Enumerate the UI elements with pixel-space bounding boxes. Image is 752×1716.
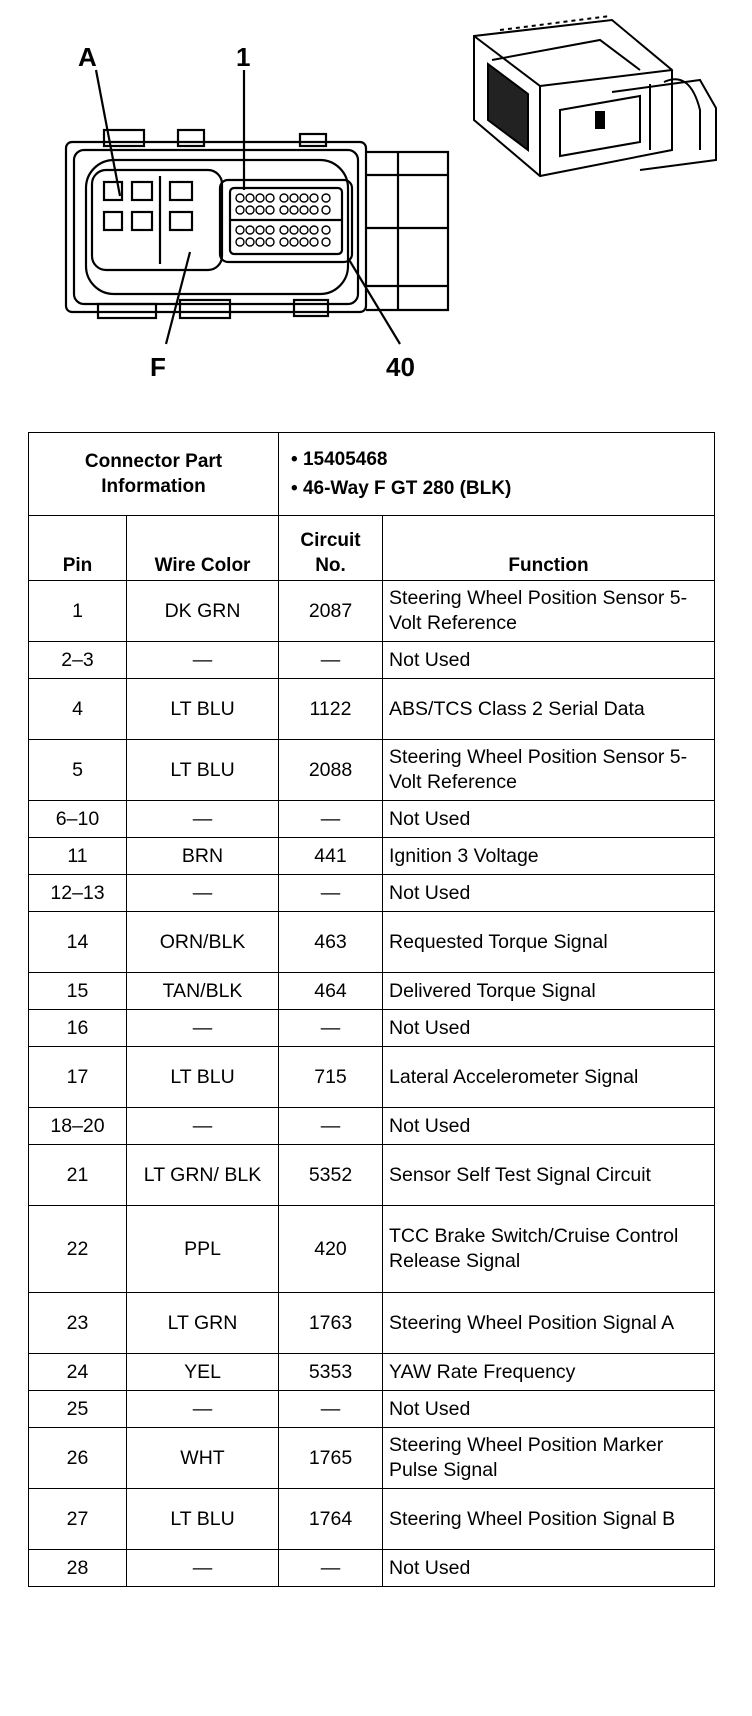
function-cell: Steering Wheel Position Sensor 5-Volt Reference [383,740,715,801]
wire-color-cell: ORN/BLK [127,912,279,973]
function-cell: Steering Wheel Position Signal B [383,1489,715,1550]
table-row [29,642,715,679]
circuit-cell: — [279,642,383,679]
pin-cell: 24 [29,1354,127,1391]
table-row [29,838,715,875]
pin-cell: 28 [29,1550,127,1587]
function-cell: Not Used [383,1010,715,1047]
column-header-wire-color: Wire Color [127,516,279,581]
wire-color-cell: — [127,801,279,838]
circuit-cell: 463 [279,912,383,973]
connector-info-row [29,433,715,516]
pin-cell: 14 [29,912,127,973]
wire-color-cell: LT GRN [127,1293,279,1354]
pin-cell: 12–13 [29,875,127,912]
circuit-cell: — [279,1108,383,1145]
pin-cell: 17 [29,1047,127,1108]
wire-color-cell: LT BLU [127,1047,279,1108]
function-cell: TCC Brake Switch/Cruise Control Release Signal [383,1206,715,1293]
function-cell: Delivered Torque Signal [383,973,715,1010]
circuit-cell: — [279,875,383,912]
connector-part-info-values [279,433,715,516]
circuit-cell: 715 [279,1047,383,1108]
circuit-cell: 2087 [279,581,383,642]
wire-color-cell: — [127,875,279,912]
wire-color-cell: — [127,1108,279,1145]
pin-cell: 2–3 [29,642,127,679]
label-pin-1: 1 [236,42,251,72]
function-cell: Steering Wheel Position Signal A [383,1293,715,1354]
circuit-cell: 1765 [279,1428,383,1489]
pin-cell: 15 [29,973,127,1010]
table-row [29,1293,715,1354]
table-row [29,912,715,973]
pin-cell: 4 [29,679,127,740]
pin-cell: 5 [29,740,127,801]
table-row [29,973,715,1010]
pin-cell: 1 [29,581,127,642]
table-row [29,1428,715,1489]
column-header-pin: Pin [29,516,127,581]
wire-color-cell: TAN/BLK [127,973,279,1010]
table-row [29,1047,715,1108]
wire-color-cell: LT BLU [127,740,279,801]
wire-color-cell: PPL [127,1206,279,1293]
table-row [29,1550,715,1587]
table-row [29,740,715,801]
column-header-row [29,516,715,581]
pin-cell: 16 [29,1010,127,1047]
function-cell: ABS/TCS Class 2 Serial Data [383,679,715,740]
table-row [29,1206,715,1293]
function-cell: Not Used [383,1391,715,1428]
table-row [29,581,715,642]
pin-cell: 27 [29,1489,127,1550]
circuit-cell: 464 [279,973,383,1010]
pin-cell: 21 [29,1145,127,1206]
label-a: A [78,42,97,72]
circuit-cell: — [279,1010,383,1047]
connector-perspective-view [474,16,716,176]
pin-cell: 26 [29,1428,127,1489]
function-cell: YAW Rate Frequency [383,1354,715,1391]
function-cell: Not Used [383,875,715,912]
table-row [29,1010,715,1047]
wire-color-cell: DK GRN [127,581,279,642]
wire-color-cell: — [127,1391,279,1428]
circuit-cell: — [279,801,383,838]
connector-diagram [0,0,752,400]
wire-color-cell: — [127,1010,279,1047]
column-header-circuit: Circuit No. [279,516,383,581]
pin-cell: 18–20 [29,1108,127,1145]
function-cell: Not Used [383,1108,715,1145]
function-cell: Not Used [383,801,715,838]
function-cell: Sensor Self Test Signal Circuit [383,1145,715,1206]
table-row [29,679,715,740]
function-cell: Not Used [383,642,715,679]
table-row [29,1145,715,1206]
circuit-cell: 2088 [279,740,383,801]
circuit-cell: — [279,1550,383,1587]
pin-cell: 23 [29,1293,127,1354]
circuit-cell: 441 [279,838,383,875]
wire-color-cell: YEL [127,1354,279,1391]
function-cell: Ignition 3 Voltage [383,838,715,875]
connector-part-info-label: Connector Part Information [29,433,279,516]
circuit-cell: 5353 [279,1354,383,1391]
connector-description: • 46-Way F GT 280 (BLK) [291,478,512,499]
wire-color-cell: BRN [127,838,279,875]
function-cell: Not Used [383,1550,715,1587]
label-pin-40: 40 [386,352,415,382]
circuit-cell: 420 [279,1206,383,1293]
wire-color-cell: LT GRN/ BLK [127,1145,279,1206]
function-cell: Steering Wheel Position Marker Pulse Signal [383,1428,715,1489]
part-number: • 15405468 [291,449,388,470]
table-row [29,1489,715,1550]
label-f: F [150,352,166,382]
wire-color-cell: LT BLU [127,679,279,740]
table-row [29,875,715,912]
function-cell: Steering Wheel Position Sensor 5-Volt Reference [383,581,715,642]
wire-color-cell: — [127,642,279,679]
function-cell: Requested Torque Signal [383,912,715,973]
wire-color-cell: WHT [127,1428,279,1489]
wire-color-cell: LT BLU [127,1489,279,1550]
circuit-cell: 1763 [279,1293,383,1354]
table-row [29,1108,715,1145]
column-header-function: Function [383,516,715,581]
circuit-cell: 1764 [279,1489,383,1550]
pin-cell: 11 [29,838,127,875]
pin-cell: 22 [29,1206,127,1293]
table-row [29,1391,715,1428]
connector-pinout-table [28,432,715,1587]
table-row [29,801,715,838]
wire-color-cell: — [127,1550,279,1587]
pin-cell: 25 [29,1391,127,1428]
circuit-cell: 1122 [279,679,383,740]
circuit-cell: — [279,1391,383,1428]
circuit-cell: 5352 [279,1145,383,1206]
pin-cell: 6–10 [29,801,127,838]
function-cell: Lateral Accelerometer Signal [383,1047,715,1108]
table-row [29,1354,715,1391]
